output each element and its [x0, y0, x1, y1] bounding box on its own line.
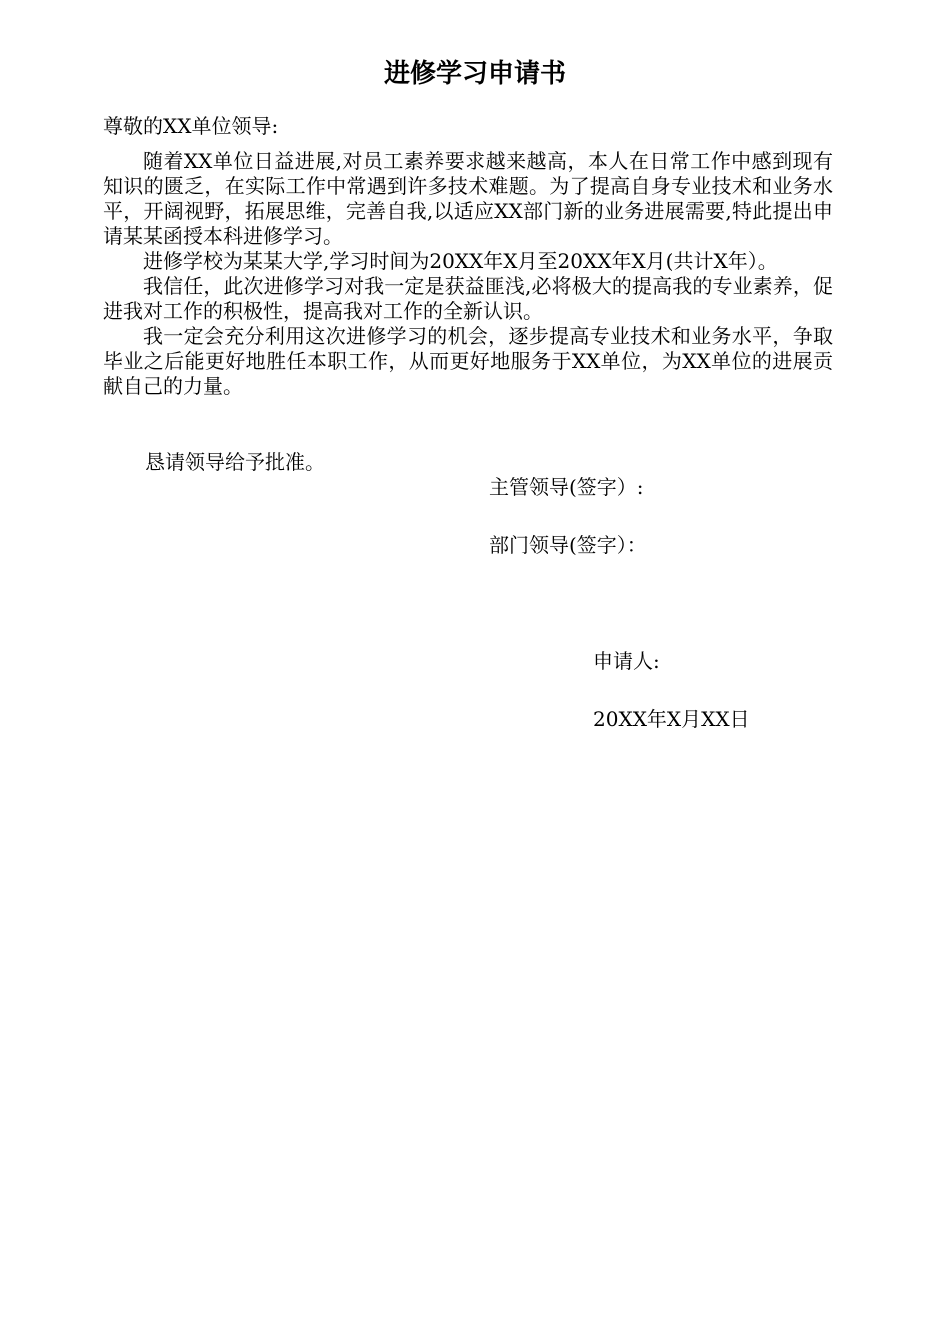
- department-signature-label: 部门领导(签字）：: [489, 533, 647, 557]
- body-paragraph: 我信任，此次进修学习对我一定是获益匪浅,必将极大的提高我的专业素养，促进我对工作的积极性，提高我对工作的全新认识。: [103, 274, 833, 323]
- applicant-label: 申请人:: [593, 649, 660, 673]
- body-paragraph: 进修学校为某某大学,学习时间为20XX年X月至20XX年X月(共计X年）。: [143, 249, 778, 273]
- salutation: 尊敬的XX单位领导:: [103, 114, 279, 138]
- document-title: 进修学习申请书: [383, 59, 566, 89]
- closing-request: 恳请领导给予批准。: [145, 450, 325, 474]
- body-text: [103, 149, 833, 399]
- body-paragraph: 我一定会充分利用这次进修学习的机会，逐步提高专业技术和业务水平，争取毕业之后能更好地胜任本职工作，从而更好地服务于XX单位，为XX单位的进展贡献自己的力量。: [103, 324, 833, 398]
- supervisor-signature-label: 主管领导(签字）:: [489, 475, 644, 499]
- body-paragraph: 随着XX单位日益进展,对员工素养要求越来越高，本人在日常工作中感到现有知识的匮乏，在实际工作中常遇到许多技术难题。为了提高自身专业技术和业务水平，开阔视野，拓展思维，完善自我,以适应XX部门新的业务进展需要,特此提出申请某某函授本科进修学习。: [103, 149, 833, 248]
- signature-date: 20XX年X月XX日: [593, 707, 750, 731]
